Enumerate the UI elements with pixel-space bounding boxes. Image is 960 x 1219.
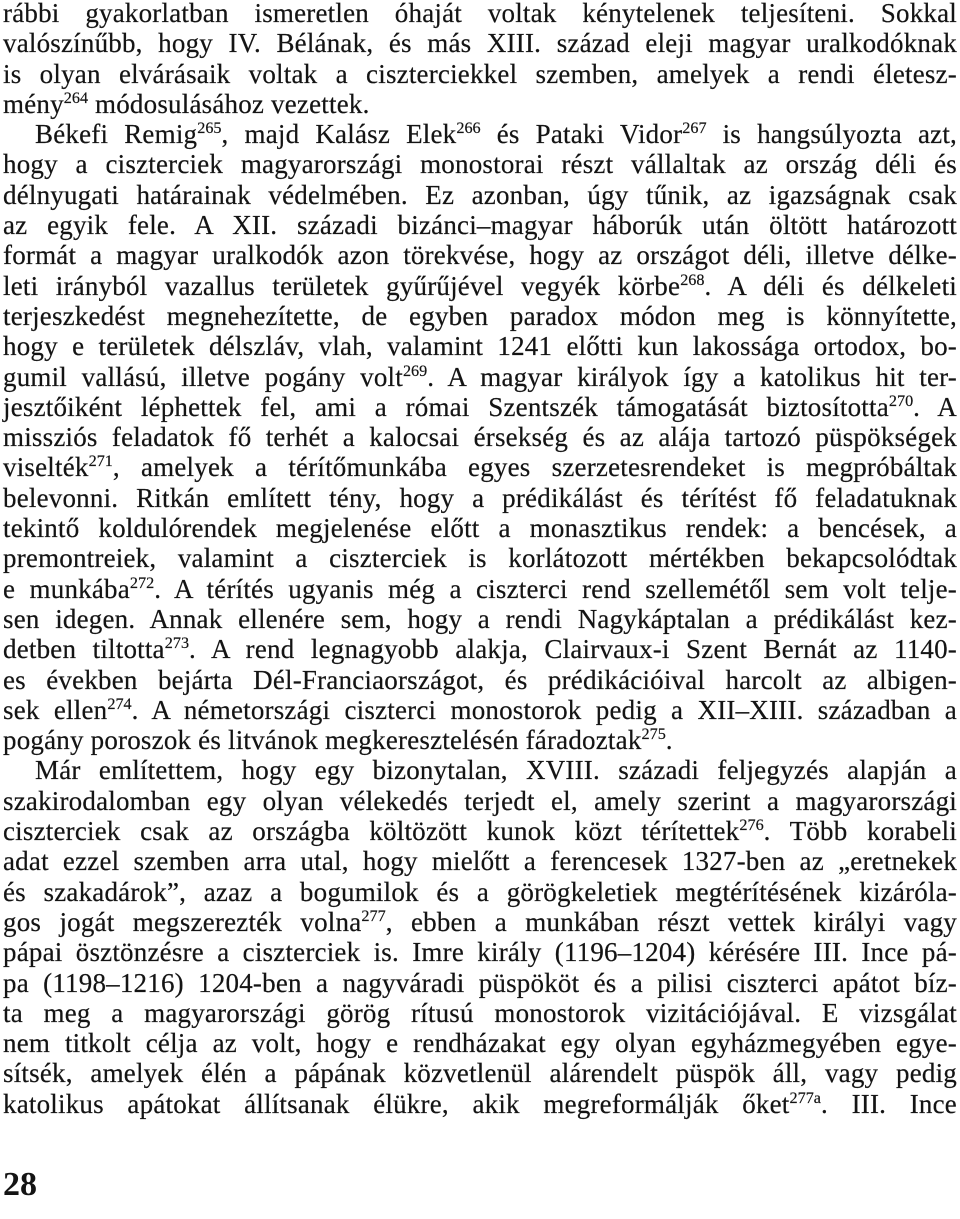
text-run: pogány poroszok és litvánok megkeresztelésén fáradoztak [3, 725, 642, 756]
text-line [3, 998, 957, 1028]
text-line [3, 362, 957, 392]
text-line [3, 574, 957, 604]
text-run: jesztőiként léphettek fel, ami a római Szentszék támogatását biztosította [3, 391, 889, 422]
text-run: mény [3, 88, 64, 119]
text-line [3, 1028, 957, 1058]
text-run: rábbi gyakorlatban ismeretlen óhaját voltak kénytelenek teljesíteni. Sokkal [3, 0, 957, 28]
text-line [3, 907, 957, 937]
footnote-ref: 269 [402, 361, 428, 380]
text-run: ciszterciek csak az országba költözött kunok közt térítettek [3, 816, 740, 847]
text-line [3, 392, 957, 422]
text-run: sen idegen. Annak ellenére sem, hogy a rendi Nagykáptalan a prédikálást kez- [3, 603, 957, 634]
footnote-ref: 270 [888, 391, 914, 410]
text-line [3, 149, 957, 179]
text-run: hogy a ciszterciek magyarországi monostorai részt vállaltak az ország déli és [3, 149, 957, 180]
text-run: terjeszkedést megnehezítette, de egyben paradox módon meg is könnyítette, [3, 300, 957, 331]
footnote-ref: 271 [88, 452, 113, 471]
text-run: belevonni. Ritkán említett tény, hogy a prédikálást és térítést fő feladatuknak [3, 482, 957, 513]
text-run: . A németországi ciszterci monostorok pedig a XII–XIII. században a [131, 694, 957, 725]
footnote-ref: 267 [682, 119, 707, 138]
footnote-ref: 275 [641, 725, 666, 744]
text-line [3, 1058, 957, 1088]
text-run: . A rend legnagyobb alakja, Clairvaux-i Szent Bernát az 1140- [189, 634, 957, 665]
footnote-ref: 277a [789, 1088, 821, 1107]
text-line [3, 28, 957, 58]
text-run: viselték [3, 452, 89, 483]
paragraph [3, 755, 957, 1119]
text-run: . A [913, 391, 958, 422]
text-run: Békefi Remig [35, 119, 198, 150]
footnote-ref: 273 [164, 634, 190, 653]
text-run: , ebben a munkában részt vettek királyi vagy [385, 906, 958, 937]
text-line [3, 725, 957, 755]
footnote-ref: 268 [680, 270, 705, 289]
text-run: gumil vallású, illetve pogány volt [3, 361, 403, 392]
text-line [3, 695, 957, 725]
text-run: és Pataki Vidor [480, 119, 683, 150]
text-run: . [665, 725, 673, 756]
text-run: . Több korabeli [763, 816, 957, 847]
paragraph [3, 119, 957, 755]
text-line [3, 968, 957, 998]
text-run: . A déli és délkeleti [704, 270, 958, 301]
text-line [3, 422, 957, 452]
text-line [3, 271, 957, 301]
text-line [3, 240, 957, 270]
text-line [3, 180, 957, 210]
text-run: pa (1198–1216) 1204-ben a nagyváradi püspököt és a pilisi ciszterci apátot bíz- [3, 967, 957, 998]
text-line [3, 634, 957, 664]
text-line [3, 0, 957, 28]
page-number: 28 [3, 1166, 37, 1203]
text-line [3, 543, 957, 573]
text-run: tekintő koldulórendek megjelenése előtt a monasztikus rendek: a bencések, a [3, 513, 957, 544]
text-run: . A térítés ugyanis még a ciszterci rend szellemétől sem volt telje- [154, 573, 957, 604]
text-run: délnyugati határainak védelmében. Ez azonban, úgy tűnik, az igazságnak csak [3, 179, 957, 210]
text-line [3, 210, 957, 240]
footnote-ref: 265 [197, 119, 222, 138]
text-run: szakirodalomban egy olyan vélekedés terjedt el, amely szerint a magyarországi [3, 785, 957, 816]
text-run: . III. Ince [820, 1088, 957, 1119]
text-line [3, 483, 957, 513]
text-run: pápai ösztönzésre a ciszterciek is. Imre király (1196–1204) kérésére III. Ince pá- [3, 937, 957, 968]
text-run: adat ezzel szemben arra utal, hogy mielőtt a ferencesek 1327-ben az „eretnekek [3, 846, 957, 877]
text-line [3, 301, 957, 331]
page-body-text [3, 0, 957, 1119]
footnote-ref: 266 [456, 119, 481, 138]
text-line [3, 665, 957, 695]
text-line [3, 331, 957, 361]
footnote-ref: 277 [361, 906, 386, 925]
text-run: gos jogát megszerezték volna [3, 906, 362, 937]
text-line [3, 604, 957, 634]
paragraph [3, 0, 957, 119]
footnote-ref: 264 [63, 88, 89, 107]
footnote-ref: 276 [739, 815, 764, 834]
text-run: az egyik fele. A XII. századi bizánci–magyar háborúk után öltött határozott [3, 210, 957, 241]
text-run: . A magyar királyok így a katolikus hit ter- [427, 361, 958, 392]
text-line [3, 937, 957, 967]
text-run: missziós feladatok fő terhét a kalocsai érsekség és az alája tartozó püspökségek [3, 422, 957, 453]
text-line [3, 1089, 957, 1119]
text-run: ta meg a magyarországi görög rítusú monostorok vizitációjával. E vizsgálat [3, 997, 957, 1028]
footnote-ref: 274 [107, 694, 132, 713]
text-line [3, 755, 957, 785]
text-line [3, 119, 957, 149]
text-run: leti irányból vazallus területek gyűrűjével vegyék körbe [3, 270, 681, 301]
text-run: Már említettem, hogy egy bizonytalan, XVIII. századi feljegyzés alapján a [35, 755, 957, 786]
text-line [3, 877, 957, 907]
text-run: premontreiek, valamint a ciszterciek is korlátozott mértékben bekapcsolódtak [3, 543, 957, 574]
text-line [3, 846, 957, 876]
text-line [3, 816, 957, 846]
text-line [3, 452, 957, 482]
text-line [3, 786, 957, 816]
text-run: is hangsúlyozta azt, [706, 119, 958, 150]
text-line [3, 513, 957, 543]
text-line [3, 59, 957, 89]
text-run: , amelyek a térítőmunkába egyes szerzetesrendeket is megpróbáltak [112, 452, 957, 483]
text-run: hogy e területek délszláv, vlah, valamint 1241 előtti kun lakossága ortodox, bo- [3, 331, 957, 362]
text-run: , majd Kalász Elek [221, 119, 457, 150]
text-run: detben tiltotta [3, 634, 165, 665]
text-run: formát a magyar uralkodók azon törekvése, hogy az országot déli, illetve délke- [3, 240, 957, 271]
text-run: katolikus apátokat állítsanak élükre, akik megreformálják őket [3, 1088, 790, 1119]
text-run: valószínűbb, hogy IV. Bélának, és más XIII. század eleji magyar uralkodóknak [3, 28, 957, 59]
text-run: nem titkolt célja az volt, hogy e rendházakat egy olyan egyházmegyében egye- [3, 1028, 957, 1059]
text-run: es években bejárta Dél-Franciaországot, és prédikációival harcolt az albigen- [3, 664, 957, 695]
footnote-ref: 272 [129, 573, 155, 592]
text-run: sítsék, amelyek élén a pápának közvetlenül alárendelt püspök áll, vagy pedig [3, 1058, 957, 1089]
text-run: és szakadárok”, azaz a bogumilok és a görögkeletiek megtérítésének kizáróla- [3, 876, 957, 907]
text-run: e munkába [3, 573, 130, 604]
text-run: módosulásához vezettek. [88, 88, 370, 119]
text-run: is olyan elvárásaik voltak a ciszterciekkel szemben, amelyek a rendi életesz- [3, 58, 957, 89]
text-line [3, 89, 957, 119]
text-run: sek ellen [3, 694, 108, 725]
